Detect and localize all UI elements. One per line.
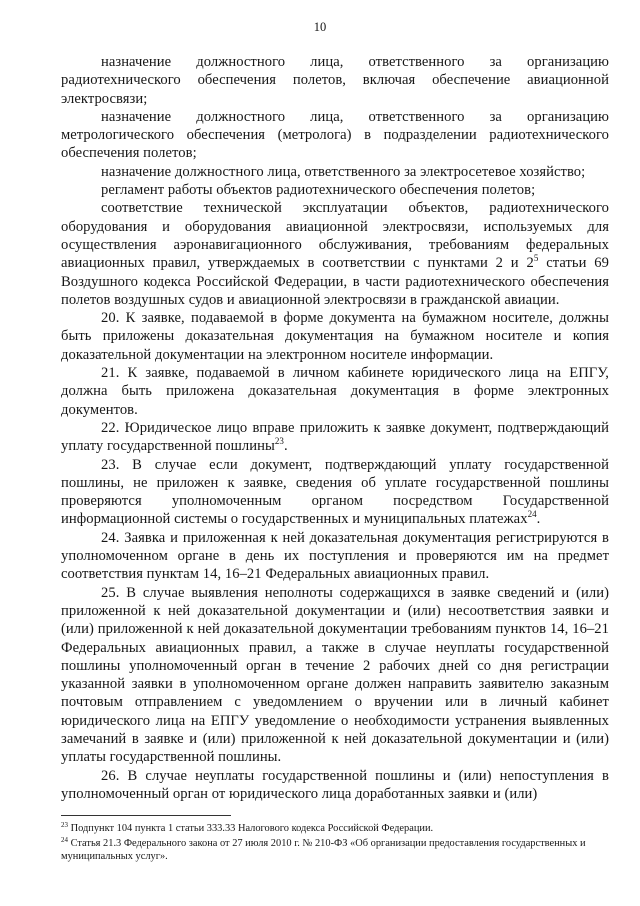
page-number: 10 bbox=[313, 20, 327, 34]
paragraph-regulation: регламент работы объектов радиотехнического обеспечения полетов; bbox=[101, 182, 536, 199]
paragraph-22-end: . bbox=[283, 438, 288, 455]
paragraph-20: 20. К заявке, подаваемой в форме документа на бумажном носителе, должны быть приложены доказательная документация на бумажном носителе и копия доказательной документации на электронном носителе информации. bbox=[61, 310, 609, 363]
footnote-ref-article-2-5: 5 bbox=[533, 253, 539, 264]
paragraph-electric-official: назначение должностного лица, ответственного за электросетевое хозяйство; bbox=[101, 163, 586, 180]
document-body bbox=[61, 53, 609, 803]
paragraph-26: 26. В случае неуплаты государственной пошлины и (или) непоступления в уполномоченный орган от юридического лица доработанных заявки и (или) bbox=[61, 767, 609, 802]
paragraph-25: 25. В случае выявления неполноты содержащихся в заявке сведений и (или) приложенной к ней доказательной документации и (или) несоответствия заявки и (или) приложенной к ней доказательной документации требованиям пунктов 14, 16–21 Федеральных авиационных правил, а также в случае неуплаты государственной пошлины уполномоченный орган в течение 2 рабочих дней со дня регистрации указанной заявки в уполномоченном органе должен направить заявителю заказным почтовым отправлением с уведомлением о вручении или в личный кабинет юридического лица на ЕПГУ уведомление о необходимости устранения выявленных замечаний в заявке и (или) приложенной к ней доказательной документации и (или) уплаты государственной пошлины. bbox=[61, 584, 609, 766]
footnote-24 bbox=[61, 837, 609, 864]
paragraph-24: 24. Заявка и приложенная к ней доказательная документация регистрируются в уполномоченном органе в день их поступления и проверяются им на предмет соответствия пунктам 14, 16–21 Федеральных авиационных правил. bbox=[61, 529, 609, 583]
paragraph-radio-tech-official: назначение должностного лица, ответственного за организацию радиотехнического обеспечения полетов, включая обеспечение авиационной электросвязи; bbox=[61, 54, 609, 107]
footnote-23 bbox=[61, 822, 609, 836]
paragraph-23 bbox=[61, 456, 609, 529]
footnote-23-text: Подпункт 104 пункта 1 статьи 333.33 Налогового кодекса Российской Федерации. bbox=[68, 823, 434, 834]
paragraph-compliance bbox=[61, 199, 609, 309]
footnote-24-text: Статья 21.3 Федерального закона от 27 июля 2010 г. № 210-ФЗ «Об организации предоставления государственных и муниципальных услуг». bbox=[61, 837, 586, 863]
footnote-ref-24: 24 bbox=[527, 509, 537, 520]
footnotes bbox=[61, 822, 609, 865]
footnote-divider bbox=[61, 815, 231, 816]
paragraph-compliance-text-end: статьи 69 Воздушного кодекса Российской Федерации, в части радиотехнического обеспечения полетов воздушных судов и авиационной электросвязи в гражданской авиации. bbox=[61, 255, 609, 308]
paragraph-23-end: . bbox=[536, 511, 541, 528]
paragraph-21: 21. К заявке, подаваемой в личном кабинете юридического лица на ЕПГУ, должна быть приложена доказательная документация в форме электронных документов. bbox=[61, 365, 609, 418]
paragraph-23-text: 23. В случае если документ, подтверждающий уплату государственной пошлины, не приложен к заявке, сведения об уплате государственной пошлины проверяются уполномоченным органом посредством Государственной информационной системы о государственных и муниципальных платежах bbox=[61, 456, 609, 528]
footnote-24-number: 24 bbox=[61, 835, 68, 844]
paragraph-22-text: 22. Юридическое лицо вправе приложить к заявке документ, подтверждающий уплату государственной пошлины bbox=[61, 419, 609, 455]
footnote-23-number: 23 bbox=[61, 821, 68, 829]
paragraph-22 bbox=[61, 419, 609, 456]
paragraph-compliance-text: соответствие технической эксплуатации объектов, радиотехнического оборудования и оборудования авиационной электросвязи, используемых для осуществления аэронавигационного обслуживания, требованиям федеральных авиационных правил, утверждаемых в соответствии с пунктами 2 и 2 bbox=[61, 200, 609, 272]
paragraph-metrology-official: назначение должностного лица, ответственного за организацию метрологического обеспечения (метролога) в подразделении радиотехнического обеспечения полетов; bbox=[61, 108, 609, 162]
footnote-ref-23: 23 bbox=[274, 436, 284, 447]
